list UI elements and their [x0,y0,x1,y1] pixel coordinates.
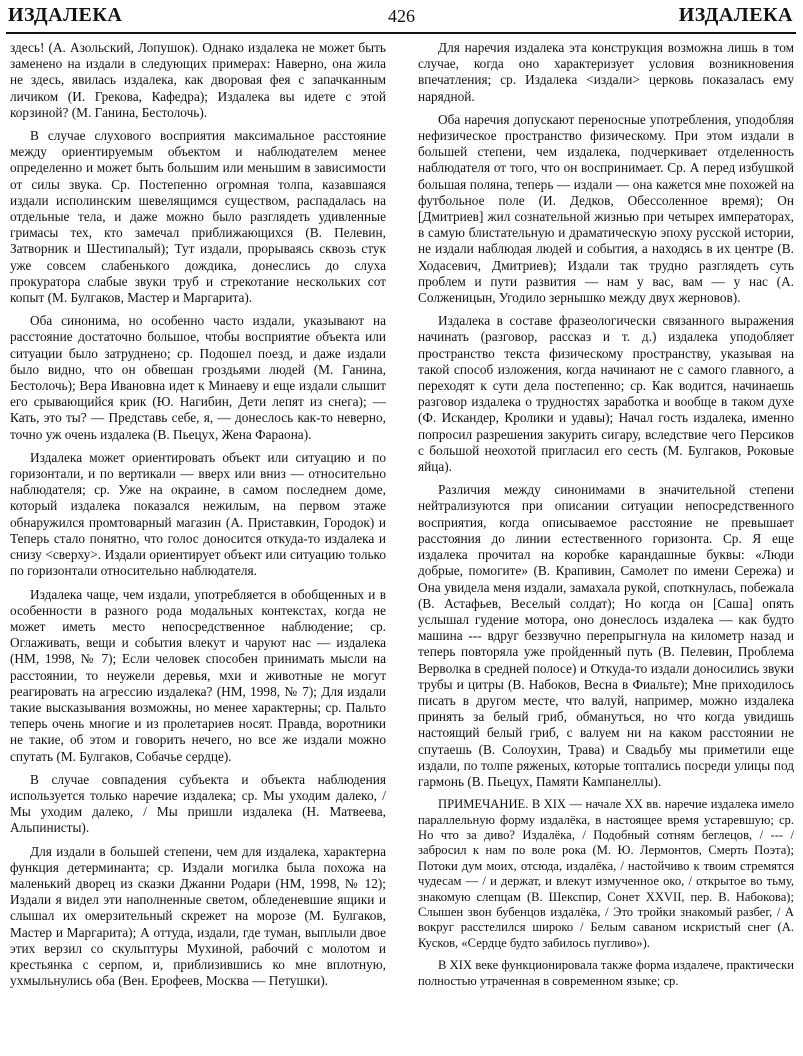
paragraph: Оба наречия допускают переносные употребления, уподобляя нефизическое пространство физическому. При этом издали в большей степени, чем издалека, подчеркивает отделенность наблюдателя от того, что он воспринимает. Ср. А перед избушкой большая поляна, теперь — издали — она кажется мне похожей на футбольное поле (И. Дедков, Обессоленное время); Он [Дмитриев] жил сознательной жизнью при четырех императорах, в самую блистательную и драматическую эпоху русской истории, не издали наблюдая людей и события, а находясь в их центре (В. Ходасевич, Дмитриев); Издали так трудно разглядеть суть проблем и пути развития — нам у вас, вам — у нас (А. Солженицын, Угодило зернышко между двух жерновов). [418,111,794,306]
page-header [0,0,803,40]
paragraph: Издалека в составе фразеологически связанного выражения начинать (разговор, рассказ и т. д.) издалека уподобляет пространство текста физическому пространству, указывая на такой способ изложения, когда начинают не с самого главного, а переходят к сути дела постепенно; ср. Как водится, начинаешь разговор издалека о трудностях заработка и вообще в таком духе (Ф. Искандер, Кролики и удавы); Начал гость издалека, именно попросил разрешения закурить сигару, вследствие чего Персиков с большой неохотой пригласил его сесть (М. Булгаков, Роковые яйца). [418,313,794,475]
right-column [418,40,794,1050]
paragraph: Издалека чаще, чем издали, употребляется в обобщенных и в особенности в разного рода модальных контекстах, когда не может иметь место непосредственное наблюдение; ср. Оглаживать, вещи и события влекут и чаруют нас — издалека (НМ, 1998, № 7); Если человек способен принимать мысли на расстоянии, то неужели деревья, мхи и животные не могут реагировать на агрессию издалека? (НМ, 1998, № 7); Для издали такие высказывания возможны, но менее характерны; ср. Пальто теперь очень многие и из пролетариев носят. Правда, воротники не такие, об этом и говорить нечего, но все же издали можно спутать (М. Булгаков, Собачье сердце). [10,586,386,764]
running-head-right: ИЗДАЛЕКА [678,4,793,26]
left-column [10,40,386,1050]
paragraph: В случае слухового восприятия максимальное расстояние между ориентируемым объектом и наблюдателем менее определенно и может быть большим или меньшим в зависимости от силы звука. Ср. Постепенно огромная толпа, казавшаяся издали исполинским шевелящимся существом, распадалась на отдельные тела, и даже можно было разглядеть удивленные гримасы тех, кто замечал приближающихся (В. Пелевин, Затворник и Шестипалый); Тут издали, прорываясь сквозь стук уже совсем слабенького дождика, донеслись до слуха прокуратора слабые звуки труб и стрекотание нескольких сот копыт (М. Булгаков, Мастер и Маргарита). [10,128,386,306]
running-head-left: ИЗДАЛЕКА [8,4,123,26]
paragraph: Для наречия издалека эта конструкция возможна лишь в том случае, когда оно характеризует условия возникновения впечатления; ср. Издалека <издали> церковь показалась ему нарядной. [418,40,794,104]
paragraph: В случае совпадения субъекта и объекта наблюдения используется только наречие издалека; ср. Мы уходим далеко, / Мы уходим далеко, / Мы пришли издалека (Н. Матвеева, Альпинисты). [10,771,386,836]
note-paragraph: ПРИМЕЧАНИЕ. В XIX — начале XX вв. наречие издалека имело параллельную форму издалёка, в настоящее время устаревшую; ср. Но что за диво? Издалёка, / Подобный сотням беглецов, / --- / забросил к нам по воле рока (М. Ю. Лермонтов, Смерть Поэта); Потоки дум моих, отсюда, издалёка, / настойчиво к твоим стремятся чудесам — / и держат, и влекут измученное око, / открытое во тьму, знакомую слепцам (В. Шекспир, Сонет XXVII, пер. В. Набокова); Слышен звон бубенцов издалёка, / Это тройки знакомый разбег, / А вокруг расстелился широко / Белым саваном искристый снег (А. Кусков, «Сердце будто забилось пугливо»). [418,797,794,950]
paragraph: Различия между синонимами в значительной степени нейтрализуются при описании ситуации непосредственного восприятия, когда описываемое расстояние не превышает расстояния до линии естественного горизонта. Ср. Я еще издалека прочитал на коробке карандашные буквы: «Люди добрые, помогите» (В. Крапивин, Самолет по имени Сережа) и Она увидела меня издали, замахала рукой, споткнулась, побежала (В. Астафьев, Веселый солдат); Но когда он [Саша] опять услышал гудение мотора, оно донеслось издалека — как будто машина --- вдруг беззвучно перепрыгнула на километр назад и теперь повторяла уже пройденный путь (В. Пелевин, Проблема Верволка в средней полосе) и Откуда-то издали доносились звуки трубы и цитры (В. Набоков, Весна в Фиальте); Мне приходилось писать в другом месте, что валуй, например, можно издалека принять за белый гриб, обмануться, но что когда увидишь настоящий белый гриб, с валуем ни на каком расстоянии не спутаешь (В. Солоухин, Трава) и Свадьбу мы приметили еще издали, по толпе ряженых, которые топтались посреди улицы под гармонь (В. Пьецух, Памяти Кампанеллы). [418,482,794,789]
header-rule [6,32,796,34]
page-number: 426 [388,6,415,26]
paragraph: здесь! (А. Азольский, Лопушок). Однако издалека не может быть заменено на издали в следующих примерах: Наверно, она жила не здесь, явилась издалека, как дворовая фея с запачканным личиком (И. Грекова, Кафедра); Издалека вы идете с этой корзиной? (М. Ганина, Бестолочь). [10,40,386,120]
paragraph: Оба синонима, но особенно часто издали, указывают на расстояние достаточно большое, чтобы восприятие объекта или ситуации было затруднено; ср. Подошел поезд, и даже издали было видно, что он обвешан гроздьями людей (М. Ганина, Бестолочь); Вера Ивановна идет к Минаеву и еще издали слышит его срывающийся крик (Ю. Нагибин, Дети лепят из снега); — Кать, это ты? — Представь себе, я, — донеслось как-то неверно, точно уж очень издалека (В. Пьецух, Жена Фараона). [10,313,386,442]
paragraph: Издалека может ориентировать объект или ситуацию и по горизонтали, и по вертикали — вверх или вниз — относительно наблюдателя; ср. Уже на окраине, в самом последнем доме, который издалека показался нежилым, на первом этаже обнаружился промтоварный магазин (А. Приставкин, Городок) и Теперь стало понятно, что голос доносится откуда-то издалека и снизу <сверху>. Издали ориентирует объект или ситуацию только по горизонтали относительно наблюдателя. [10,449,386,579]
paragraph: Для издали в большей степени, чем для издалека, характерна функция детерминанта; ср. Издали могилка была похожа на маленький дворец из сказки Джанни Родари (НМ, 1998, № 12); Издали я видел эти наполненные светом, обледеневшие ящики и слышал их омерзительный скрежет на морозе (М. Булгаков, Мастер и Маргарита); А оттуда, издали, где туман, выплыли двое этих верзил со скульптуры Мухиной, рабочий с молотом и крестьянка с серпом, и, приблизившись ко мне вплотную, ухмыльнулись оба (Вен. Ерофеев, Москва — Петушки). [10,843,386,989]
note-paragraph: В XIX веке функционировала также форма издалече, практически полностью утраченная в современном языке; ср. [418,958,794,988]
